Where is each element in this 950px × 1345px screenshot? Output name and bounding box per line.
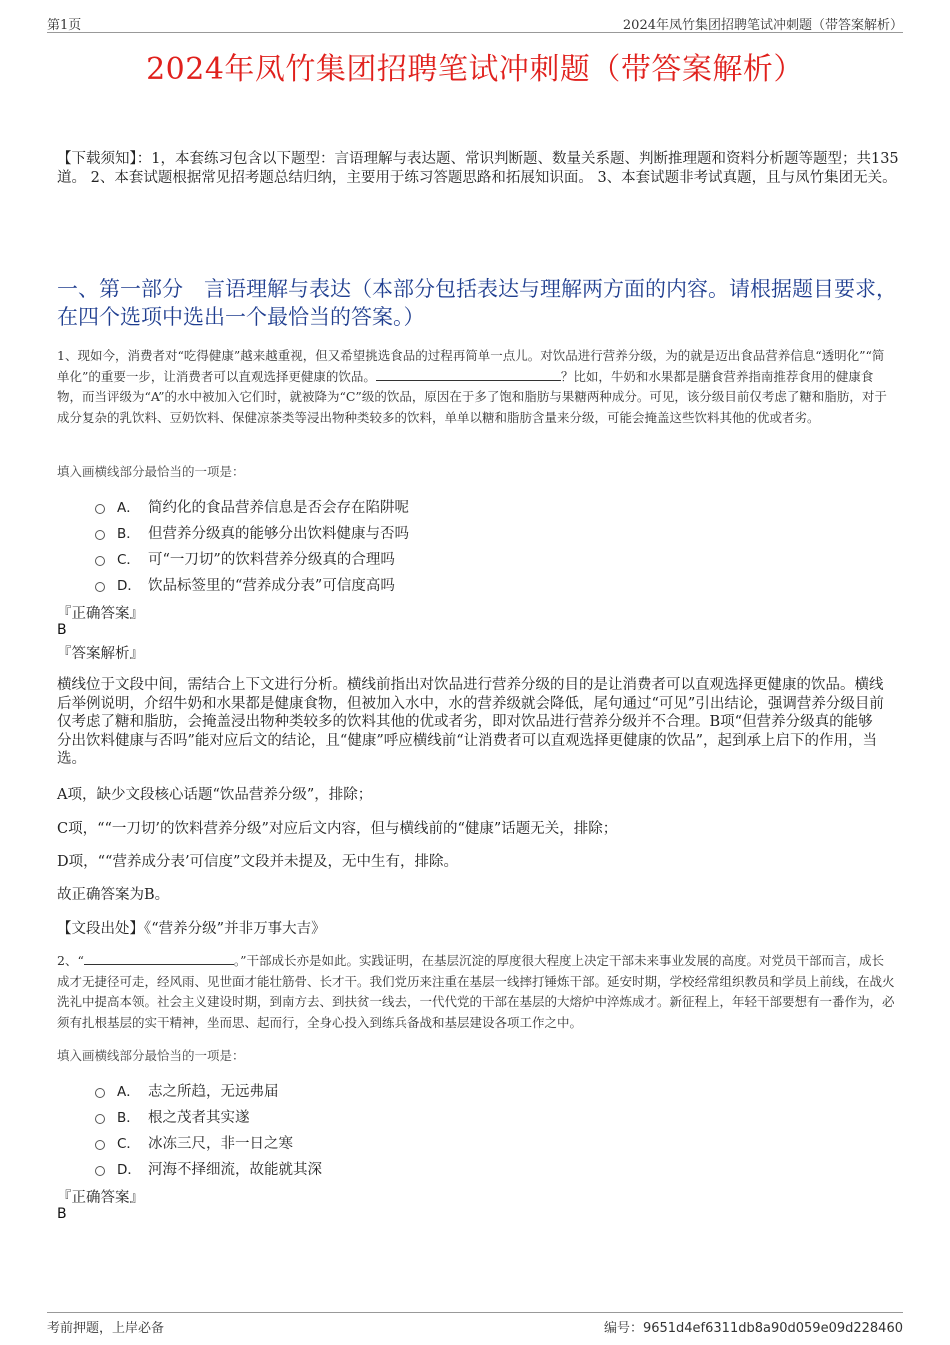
question-2-blank (84, 952, 234, 965)
option-text: 饮品标签里的“营养成分表”可信度高吗 (148, 577, 395, 594)
page-header (47, 10, 903, 33)
answer-label: 『正确答案』 (57, 1190, 144, 1206)
note-c: C项，““一刀切’的饮料营养分级”对应后文内容，但与横线前的“健康”话题无关，排除； (57, 821, 618, 837)
note-a: A项，缺少文段核心话题“饮品营养分级”，排除； (57, 787, 373, 803)
note-d: D项，““营养成分表’可信度”文段并未提及，无中生有，排除。 (57, 854, 458, 870)
radio-icon[interactable] (95, 582, 105, 592)
question-1-options (95, 493, 409, 597)
question-2-text (57, 951, 895, 1033)
option-text: 河海不择细流，故能就其深 (148, 1161, 322, 1178)
footer-slogan: 考前押题，上岸必备 (47, 1321, 165, 1336)
radio-icon[interactable] (95, 1166, 105, 1176)
option-letter: D． (117, 578, 141, 594)
header-doc-title: 2024年凤竹集团招聘笔试冲刺题（带答案解析） (622, 18, 903, 33)
question-1-stem-after: ？比如，牛奶和水果都是膳食营养指南推荐食用的健康食物，而当评级为“A”的水中被加入它们时，就被降为“C”级的饮品，原因在于多了饱和脂肪与果糖两种成分。可见，该分级目前仅考虑了糖和脂肪，对于成分复杂的乳饮料、豆奶饮料、保健凉茶类等浸出物种类较多的饮料，单单以糖和脂肪含量来分级，可能会掩盖这些饮料其他的优或者劣。 (57, 368, 887, 425)
option-b[interactable] (95, 1103, 322, 1129)
analysis-label: 『答案解析』 (57, 646, 144, 662)
option-a[interactable] (95, 493, 409, 519)
radio-icon[interactable] (95, 1114, 105, 1124)
code-value: 9651d4ef6311db8a90d059e09d228460 (642, 1321, 903, 1336)
document-code (604, 1317, 903, 1336)
option-text: 但营养分级真的能够分出饮料健康与否吗 (148, 525, 409, 542)
option-letter: D． (117, 1162, 141, 1178)
option-text: 志之所趋，无远弗届 (148, 1083, 279, 1100)
answer-label: 『正确答案』 (57, 606, 144, 622)
option-c[interactable] (95, 545, 409, 571)
radio-icon[interactable] (95, 504, 105, 514)
option-c[interactable] (95, 1129, 322, 1155)
radio-icon[interactable] (95, 530, 105, 540)
option-text: 根之茂者其实遂 (148, 1109, 250, 1126)
page-footer (47, 1312, 903, 1339)
answer-analysis: 横线位于文段中间，需结合上下文进行分析。横线前指出对饮品进行营养分级的目的是让消费者可以直观选择更健康的饮品。横线后举例说明，介绍牛奶和水果都是健康食物，但被加入水中，水的营养级就会降低，尾句通过“可见”引出结论，强调营养分级目前仅考虑了糖和脂肪，会掩盖浸出物种类较多的饮料其他的优或者劣，即对饮品进行营养分级并不合理。B项“但营养分级真的能够分出饮料健康与否吗”能对应后文的结论，且“健康”呼应横线前“让消费者可以直观选择更健康的饮品”，起到承上启下的作用，当选。 (57, 677, 884, 767)
download-notice: 【下载须知】：1，本套练习包含以下题型：言语理解与表达题、常识判断题、数量关系题、判断推理题和资料分析题等题型；共135道。 2、本套试题根据常见招考题总结归纳，主要用于练习答题思路和拓展知识面。 3、本套试题非考试真题，且与凤竹集团无关。 (57, 151, 899, 186)
question-1-stem-before: 1、现如今，消费者对“吃得健康”越来越重视，但又希望挑选食品的过程再简单一点儿。对饮品进行营养分级，为的就是迈出食品营养信息“透明化”“简单化”的重要一步，让消费者可以直观选择更健康的饮品。 (57, 348, 885, 384)
final-answer-note: 故正确答案为B。 (57, 887, 170, 903)
option-d[interactable] (95, 571, 409, 597)
code-label: 编号： (603, 1321, 643, 1336)
option-letter: C． (117, 1136, 140, 1152)
section-heading: 一、第一部分 言语理解与表达（本部分包括表达与理解两方面的内容。请根据题目要求，在四个选项中选出一个最恰当的答案。） (57, 277, 897, 329)
correct-answer: B (57, 1206, 67, 1222)
option-letter: C． (117, 552, 140, 568)
question-1-blank (376, 368, 561, 381)
source-note: 【文段出处】《“营养分级”并非万事大吉》 (57, 921, 326, 937)
question-2-stem-after: 。”干部成长亦是如此。实践证明，在基层沉淀的厚度很大程度上决定干部未来事业发展的高度。对党员干部而言，成长成才无捷径可走，经风雨、见世面才能壮筋骨、长才干。我们党历来注重在基层一线摔打锤炼干部。延安时期，学校经常组织教员和学员上前线，在战火洗礼中提高本领。社会主义建设时期，到南方去、到扶贫一线去，一代代党的干部在基层的大熔炉中淬炼成才。新征程上，年轻干部要想有一番作为，必须有扎根基层的实干精神，坐而思、起而行，全身心投入到练兵备战和基层建设各项工作之中。 (57, 953, 895, 1030)
option-text: 冰冻三尺，非一日之寒 (148, 1135, 293, 1152)
correct-answer: B (57, 622, 67, 638)
option-letter: B． (117, 526, 140, 542)
option-letter: A． (117, 1084, 140, 1100)
radio-icon[interactable] (95, 556, 105, 566)
document-title: 2024年凤竹集团招聘笔试冲刺题（带答案解析） (146, 52, 804, 87)
question-1-prompt: 填入画横线部分最恰当的一项是： (57, 464, 245, 479)
question-2-options (95, 1077, 322, 1181)
option-d[interactable] (95, 1155, 322, 1181)
radio-icon[interactable] (95, 1140, 105, 1150)
page-number: 第1页 (47, 18, 82, 33)
option-a[interactable] (95, 1077, 322, 1103)
option-text: 简约化的食品营养信息是否会存在陷阱呢 (148, 499, 409, 516)
question-2-stem-before: 2、“ (57, 953, 84, 968)
question-2-prompt: 填入画横线部分最恰当的一项是： (57, 1048, 245, 1063)
option-letter: B． (117, 1110, 140, 1126)
radio-icon[interactable] (95, 1088, 105, 1098)
option-letter: A． (117, 500, 140, 516)
option-b[interactable] (95, 519, 409, 545)
question-1-text (57, 346, 895, 428)
option-text: 可“一刀切”的饮料营养分级真的合理吗 (148, 551, 395, 568)
